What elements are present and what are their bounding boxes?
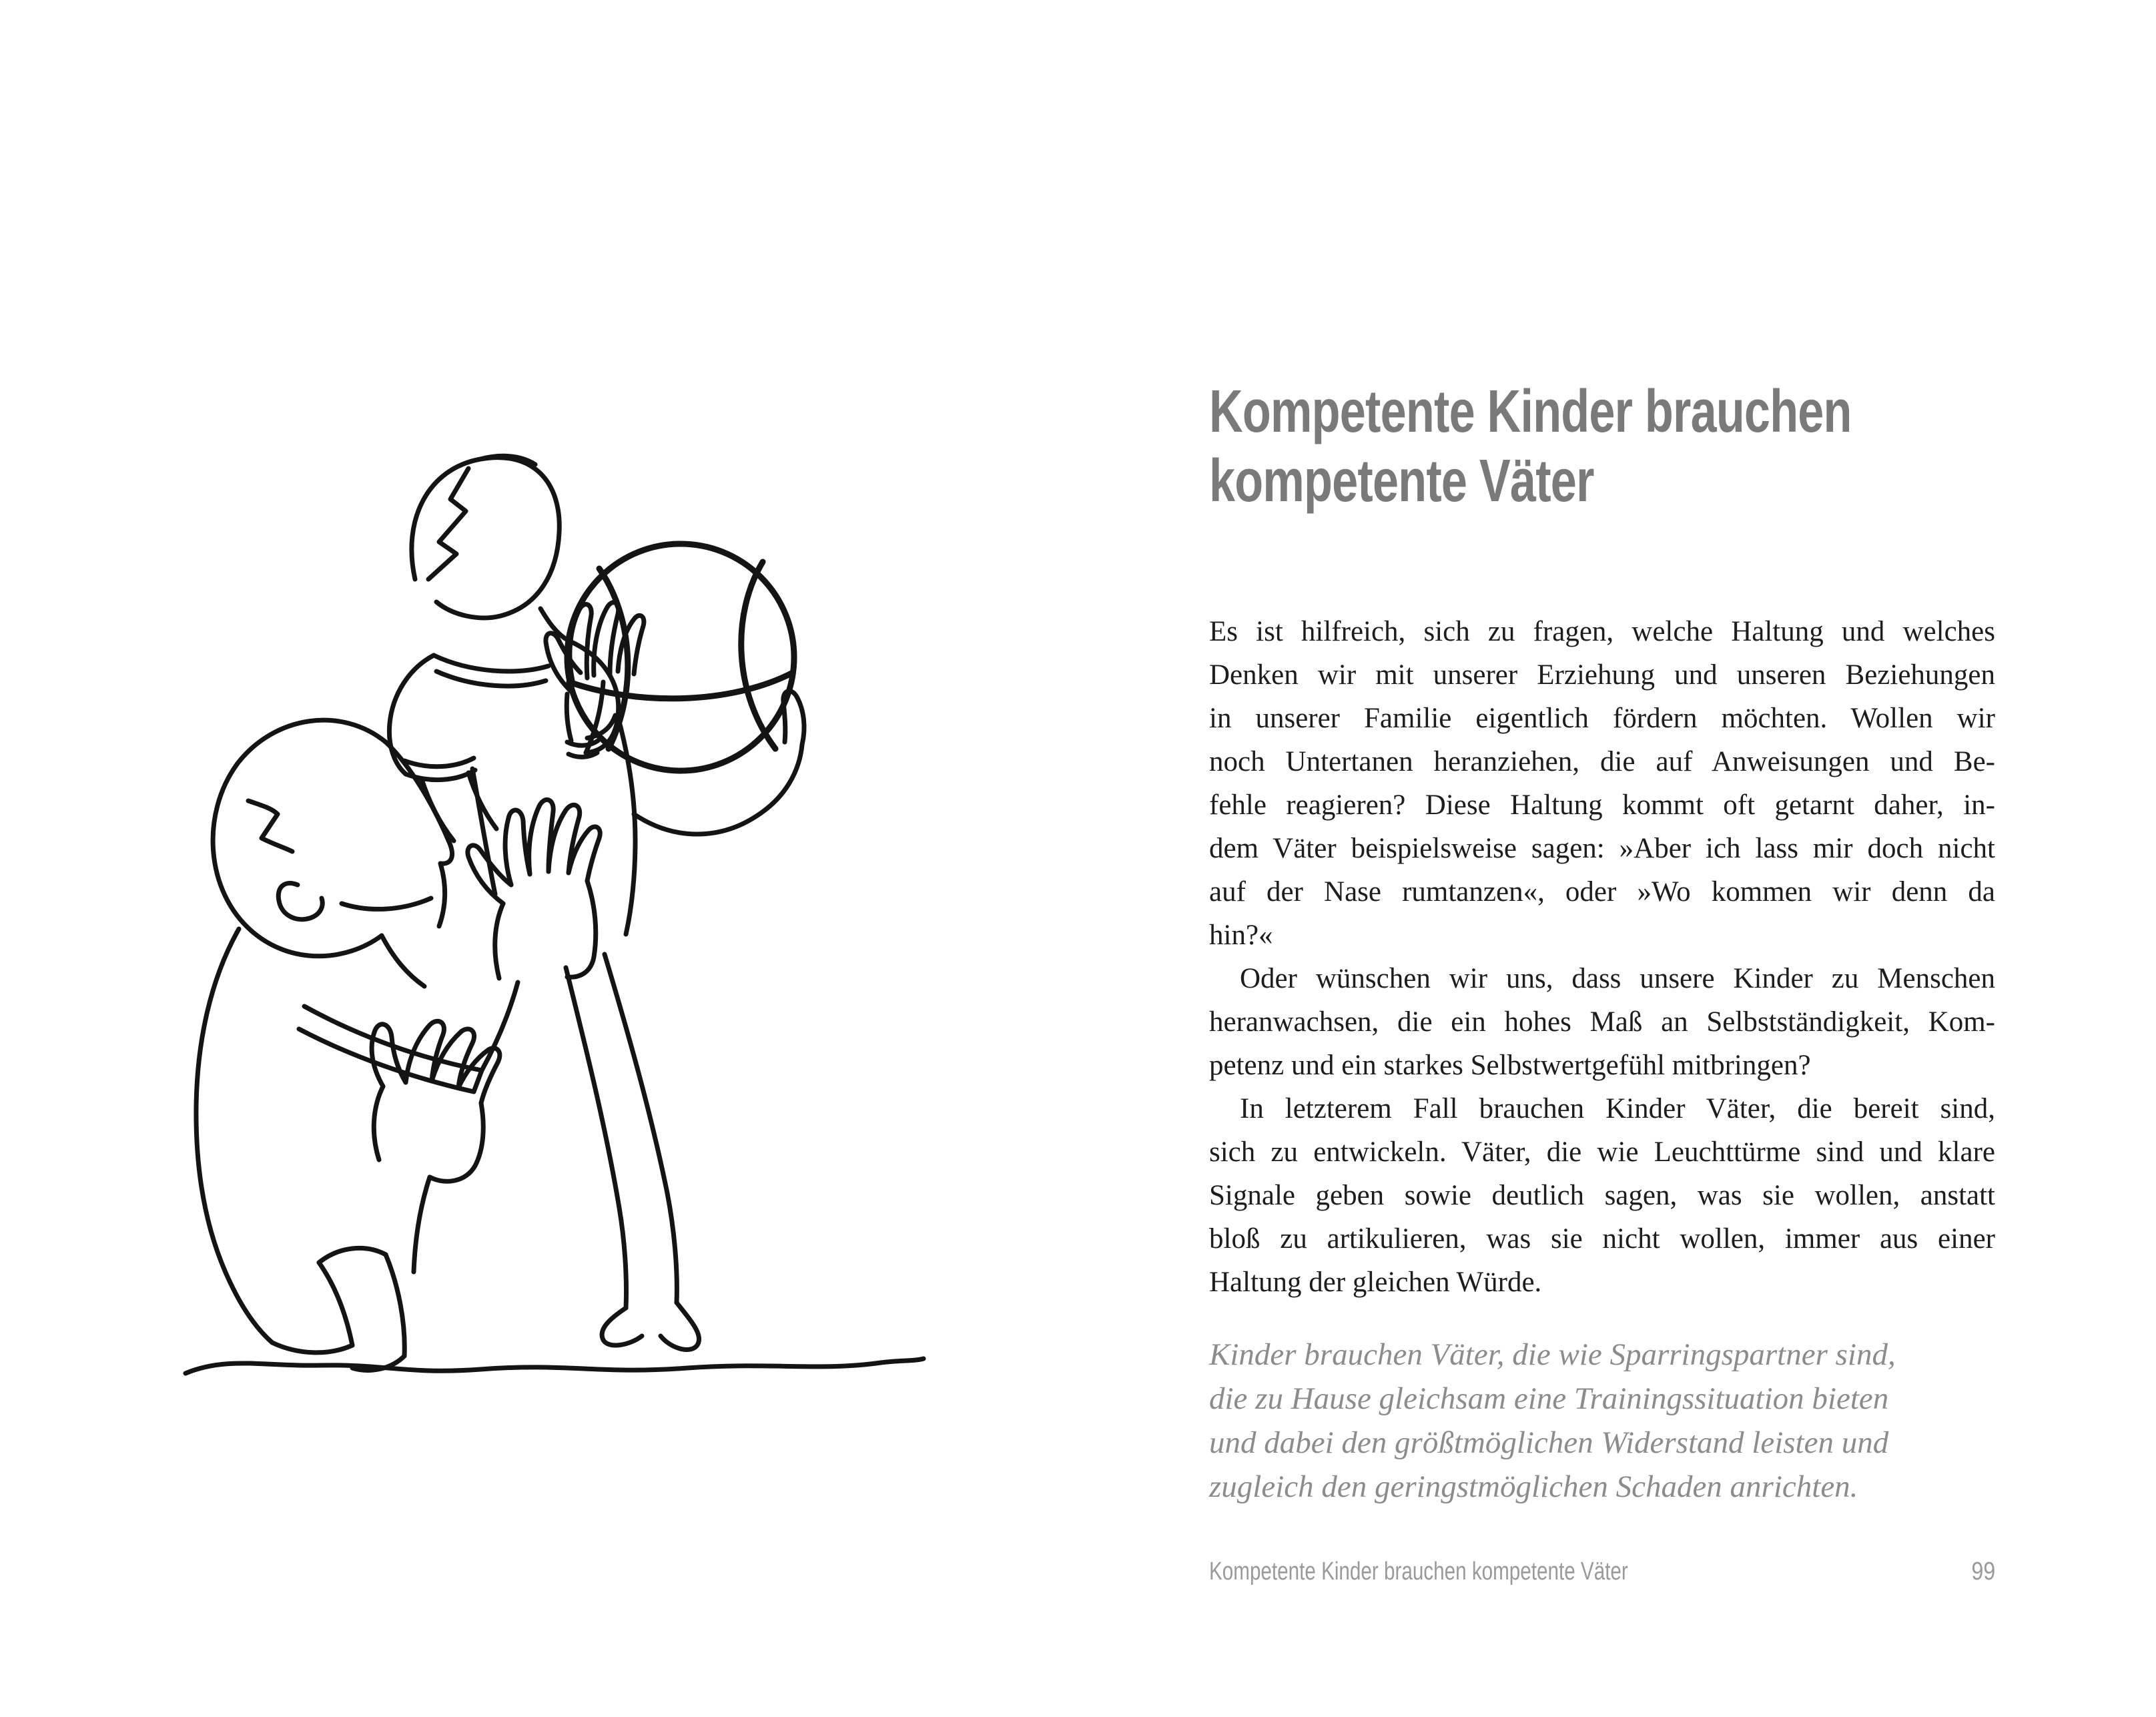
right-page <box>1209 0 1995 1717</box>
chapter-heading <box>1209 377 1852 516</box>
body-text <box>1209 610 1995 1304</box>
paragraph-3 <box>1209 1087 1995 1304</box>
text-line: fehle reagieren? Diese Haltung kommt oft getarnt daher, in- <box>1209 789 1995 821</box>
text-line: und dabei den größtmöglichen Widerstand leisten und <box>1209 1425 1889 1460</box>
text-line: noch Untertanen heranziehen, die auf Anweisungen und Be- <box>1209 746 1995 777</box>
text-line: heranwachsen, die ein hohes Maß an Selbstständigkeit, Kom- <box>1209 1006 1995 1038</box>
text-line: dem Väter beispielsweise sagen: »Aber ich lass mir doch nicht <box>1209 833 1995 864</box>
text-line: auf der Nase rumtanzen«, oder »Wo kommen wir denn da <box>1209 876 1995 908</box>
text-line: Signale geben sowie deutlich sagen, was sie wollen, anstatt <box>1209 1180 1995 1211</box>
text-line: sich zu entwickeln. Väter, die wie Leuchttürme sind und klare <box>1209 1136 1995 1168</box>
text-line: bloß zu artikulieren, was sie nicht wollen, immer aus einer <box>1209 1223 1995 1255</box>
illustration <box>167 440 941 1408</box>
father-child-basketball-line-drawing <box>167 440 941 1408</box>
running-title: Kompetente Kinder brauchen kompetente Väter <box>1209 1558 1628 1586</box>
paragraph-1 <box>1209 610 1995 957</box>
text-line: zugleich den geringstmöglichen Schaden anrichten. <box>1209 1469 1858 1504</box>
child-figure <box>389 456 804 1349</box>
text-line: die zu Hause gleichsam eine Trainingssituation bieten <box>1209 1381 1889 1416</box>
page-number: 99 <box>1971 1558 1995 1586</box>
text-line: In letzterem Fall brauchen Kinder Väter, die bereit sind, <box>1240 1093 1995 1124</box>
text-line: hin?« <box>1209 920 1273 951</box>
text-line: Denken wir mit unserer Erziehung und unseren Beziehungen <box>1209 659 1995 691</box>
text-line: Es ist hilfreich, sich zu fragen, welche Haltung und welches <box>1209 616 1995 647</box>
pull-quote <box>1209 1333 1995 1509</box>
father-figure <box>196 720 600 1370</box>
text-line: Haltung der gleichen Würde. <box>1209 1267 1542 1298</box>
paragraph-2 <box>1209 957 1995 1087</box>
text-line: Kompetente Kinder brauchen <box>1209 378 1852 445</box>
page-footer <box>1209 1556 1995 1596</box>
text-line: kompetente Väter <box>1209 448 1594 514</box>
text-line: petenz und ein starkes Selbstwertgefühl mitbringen? <box>1209 1050 1811 1081</box>
ground-line <box>186 1359 924 1373</box>
text-line: in unserer Familie eigentlich fördern möchten. Wollen wir <box>1209 703 1995 734</box>
text-line: Oder wünschen wir uns, dass unsere Kinder zu Menschen <box>1240 963 1995 994</box>
text-line: Kinder brauchen Väter, die wie Sparringspartner sind, <box>1209 1337 1896 1372</box>
basketball <box>567 544 794 771</box>
